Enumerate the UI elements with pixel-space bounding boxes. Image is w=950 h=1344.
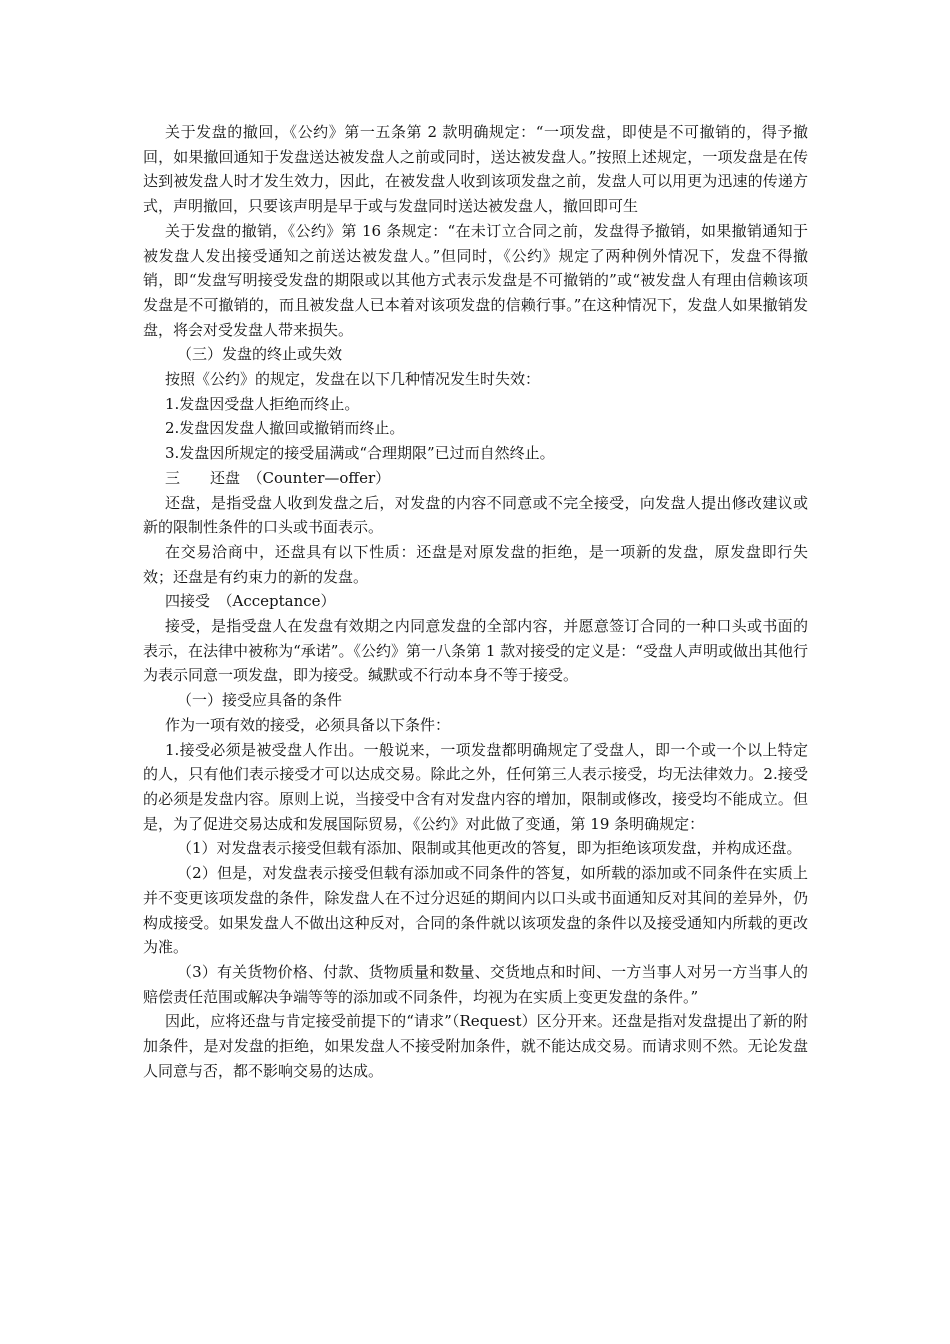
list-item-article19-3: （3）有关货物价格、付款、货物质量和数量、交货地点和时间、一方当事人对另一方当事人的赔偿责任范围或解决争端等等的添加或不同条件，均视为在实质上变更发盘的条件。”: [143, 962, 808, 1006]
paragraph-termination-intro: 按照《公约》的规定，发盘在以下几种情况发生时失效：: [165, 370, 541, 389]
paragraph-conditions-intro: 作为一项有效的接受，必须具备以下条件：: [165, 715, 451, 734]
list-item-article19-2: （2）但是，对发盘表示接受但载有添加或不同条件的答复，如所载的添加或不同条件在实质上并不变更该项发盘的条件，除发盘人在不过分迟延的期间内以口头或书面通知反对其间的差异外，仍构成接受。如果发盘人不做出这种反对，合同的条件就以该项发盘的条件以及接受通知内所载的更改为准。: [143, 864, 808, 957]
list-item-termination-2: 2.发盘因发盘人撤回或撤销而终止。: [165, 419, 405, 438]
document-page: [143, 120, 808, 1083]
list-item-termination-1: 1.发盘因受盘人拒绝而终止。: [165, 394, 360, 413]
list-item-article19-1: （1）对发盘表示接受但载有添加、限制或其他更改的答复，即为拒绝该项发盘，并构成还盘。: [177, 839, 802, 858]
heading-offer-termination: （三）发盘的终止或失效: [177, 345, 343, 364]
paragraph-request-distinction: 因此，应将还盘与肯定接受前提下的“请求”（Request）区分开来。还盘是指对发盘提出了新的附加条件，是对发盘的拒绝，如果发盘人不接受附加条件，就不能达成交易。而请求则不然。无论发盘人同意与否，都不影响交易的达成。: [143, 1012, 808, 1080]
heading-acceptance-conditions: （一）接受应具备的条件: [177, 691, 343, 710]
paragraph-counter-offer-definition: 还盘，是指受盘人收到发盘之后，对发盘的内容不同意或不完全接受，向发盘人提出修改建议或新的限制性条件的口头或书面表示。: [143, 493, 808, 537]
paragraph-offer-withdrawal: 关于发盘的撤回，《公约》第一五条第 2 款明确规定：“一项发盘，即使是不可撤销的，得予撤回，如果撤回通知于发盘送达被发盘人之前或同时，送达被发盘人。”按照上述规定，一项发盘是在传达到被发盘人时才发生效力，因此，在被发盘人收到该项发盘之前，发盘人可以用更为迅速的传递方式，声明撤回，只要该声明是早于或与发盘同时送达被发盘人，撤回即可生: [143, 123, 808, 216]
list-item-termination-3: 3.发盘因所规定的接受届满或“合理期限”已过而自然终止。: [165, 444, 555, 463]
paragraph-conditions-detail: 1.接受必须是被受盘人作出。一般说来，一项发盘都明确规定了受盘人，即一个或一个以上特定的人，只有他们表示接受才可以达成交易。除此之外，任何第三人表示接受，均无法律效力。2.接受的必须是发盘内容。原则上说，当接受中含有对发盘内容的增加，限制或修改，接受均不能成立。但是，为了促进交易达成和发展国际贸易，《公约》对此做了变通，第 19 条明确规定：: [143, 740, 808, 833]
paragraph-offer-revocation: 关于发盘的撤销，《公约》第 16 条规定：“在未订立合同之前，发盘得予撤销，如果撤销通知于被发盘人发出接受通知之前送达被发盘人。”但同时，《公约》规定了两种例外情况下，发盘不得撤销，即“发盘写明接受发盘的期限或以其他方式表示发盘是不可撤销的”或“被发盘人有理由信赖该项发盘是不可撤销的，而且被发盘人已本着对该项发盘的信赖行事。”在这种情况下，发盘人如果撤销发盘，将会对受发盘人带来损失。: [143, 221, 808, 339]
paragraph-counter-offer-nature: 在交易洽商中，还盘具有以下性质：还盘是对原发盘的拒绝，是一项新的发盘，原发盘即行失效；还盘是有约束力的新的发盘。: [143, 542, 808, 586]
heading-acceptance: 四接受 （Acceptance）: [165, 592, 336, 611]
paragraph-acceptance-definition: 接受，是指受盘人在发盘有效期之内同意发盘的全部内容，并愿意签订合同的一种口头或书面的表示，在法律中被称为“承诺”。《公约》第一八条第 1 款对接受的定义是：“受盘人声明或做出其他行为表示同意一项发盘，即为接受。缄默或不行动本身不等于接受。: [143, 617, 808, 685]
heading-counter-offer: 三 还盘 （Counter—offer）: [165, 468, 391, 487]
